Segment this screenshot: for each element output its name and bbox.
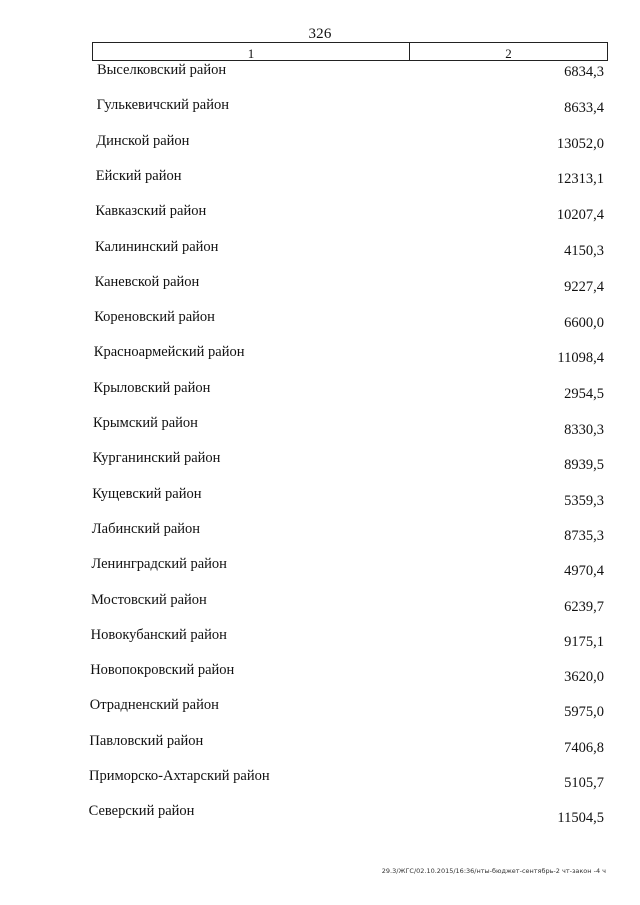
district-name: Красноармейский район (93, 344, 245, 361)
district-amount: 13052,0 (556, 135, 604, 152)
district-name: Отрадненский район (89, 697, 219, 714)
table-row (0, 239, 640, 259)
table-row (0, 379, 640, 403)
district-name: Курганинский район (92, 450, 221, 467)
page-number: 326 (308, 26, 332, 42)
district-amount: 5359,3 (564, 492, 604, 509)
table-row (0, 309, 640, 329)
district-amount: 7406,8 (564, 739, 604, 756)
district-name: Крымский район (93, 415, 198, 431)
table-row (0, 626, 640, 650)
table-row (0, 415, 640, 438)
district-name: Северский район (88, 803, 195, 820)
table-header-col-1: 1 (93, 43, 410, 60)
district-amount: 6600,0 (564, 314, 604, 331)
district-amount: 2954,5 (564, 386, 604, 403)
district-amount: 5105,7 (564, 775, 604, 791)
table-row (0, 768, 640, 791)
district-amount: 5975,0 (564, 704, 604, 721)
table-row (0, 133, 640, 153)
district-amount: 3620,0 (564, 669, 604, 686)
district-amount: 8330,3 (564, 422, 604, 438)
table-row (0, 556, 640, 580)
table-row (0, 344, 640, 367)
table-row (0, 732, 640, 756)
district-amount: 11098,4 (557, 350, 604, 367)
district-amount: 8633,4 (564, 99, 604, 116)
district-amount: 12313,1 (556, 171, 604, 188)
district-amount: 4970,4 (564, 563, 604, 580)
district-name: Каневской район (94, 273, 200, 290)
district-name: Ленинградский район (91, 556, 227, 573)
district-name: Динской район (96, 132, 190, 149)
table-row (0, 62, 640, 82)
district-name: Крыловский район (93, 379, 211, 396)
district-name: Приморско-Ахтарский район (89, 768, 270, 784)
table-row (0, 662, 640, 686)
district-name: Калининский район (95, 238, 219, 255)
document-footer-stamp: 29.3/ЖГС/02.10.2015/16:36/нты-бюджет-сентябрь-2 чт-закон -4 ч (381, 867, 606, 875)
district-amount: 4150,3 (564, 243, 604, 259)
district-amount: 8735,3 (564, 527, 604, 544)
district-amount: 10207,4 (556, 207, 604, 224)
district-name: Мостовский район (91, 591, 207, 608)
district-amount: 6834,3 (564, 64, 604, 80)
table-header-col-2: 2 (505, 46, 512, 61)
district-amount: 8939,5 (564, 457, 604, 474)
district-name: Кореновский район (94, 309, 215, 326)
district-name: Выселковский район (97, 62, 227, 78)
district-name: Гулькевичский район (96, 97, 229, 114)
table-row (0, 485, 640, 509)
table-row (0, 168, 640, 188)
district-name: Ейский район (95, 167, 182, 184)
table-row (0, 203, 640, 223)
district-amount: 6239,7 (564, 598, 604, 615)
district-amount: 9227,4 (564, 278, 604, 295)
district-name: Кущевский район (92, 485, 202, 502)
table-row (0, 697, 640, 721)
district-amount: 9175,1 (564, 633, 604, 650)
district-name: Новопокровский район (90, 662, 235, 679)
district-amount: 11504,5 (557, 810, 604, 827)
table-row (0, 274, 640, 294)
district-name: Павловский район (89, 732, 204, 749)
district-name: Новокубанский район (90, 626, 227, 643)
table-row (0, 450, 640, 474)
table-row (0, 591, 640, 615)
district-name: Кавказский район (95, 203, 207, 220)
table-row (0, 97, 640, 117)
district-name: Лабинский район (91, 520, 201, 537)
table-row (0, 803, 640, 827)
table-row (0, 520, 640, 544)
